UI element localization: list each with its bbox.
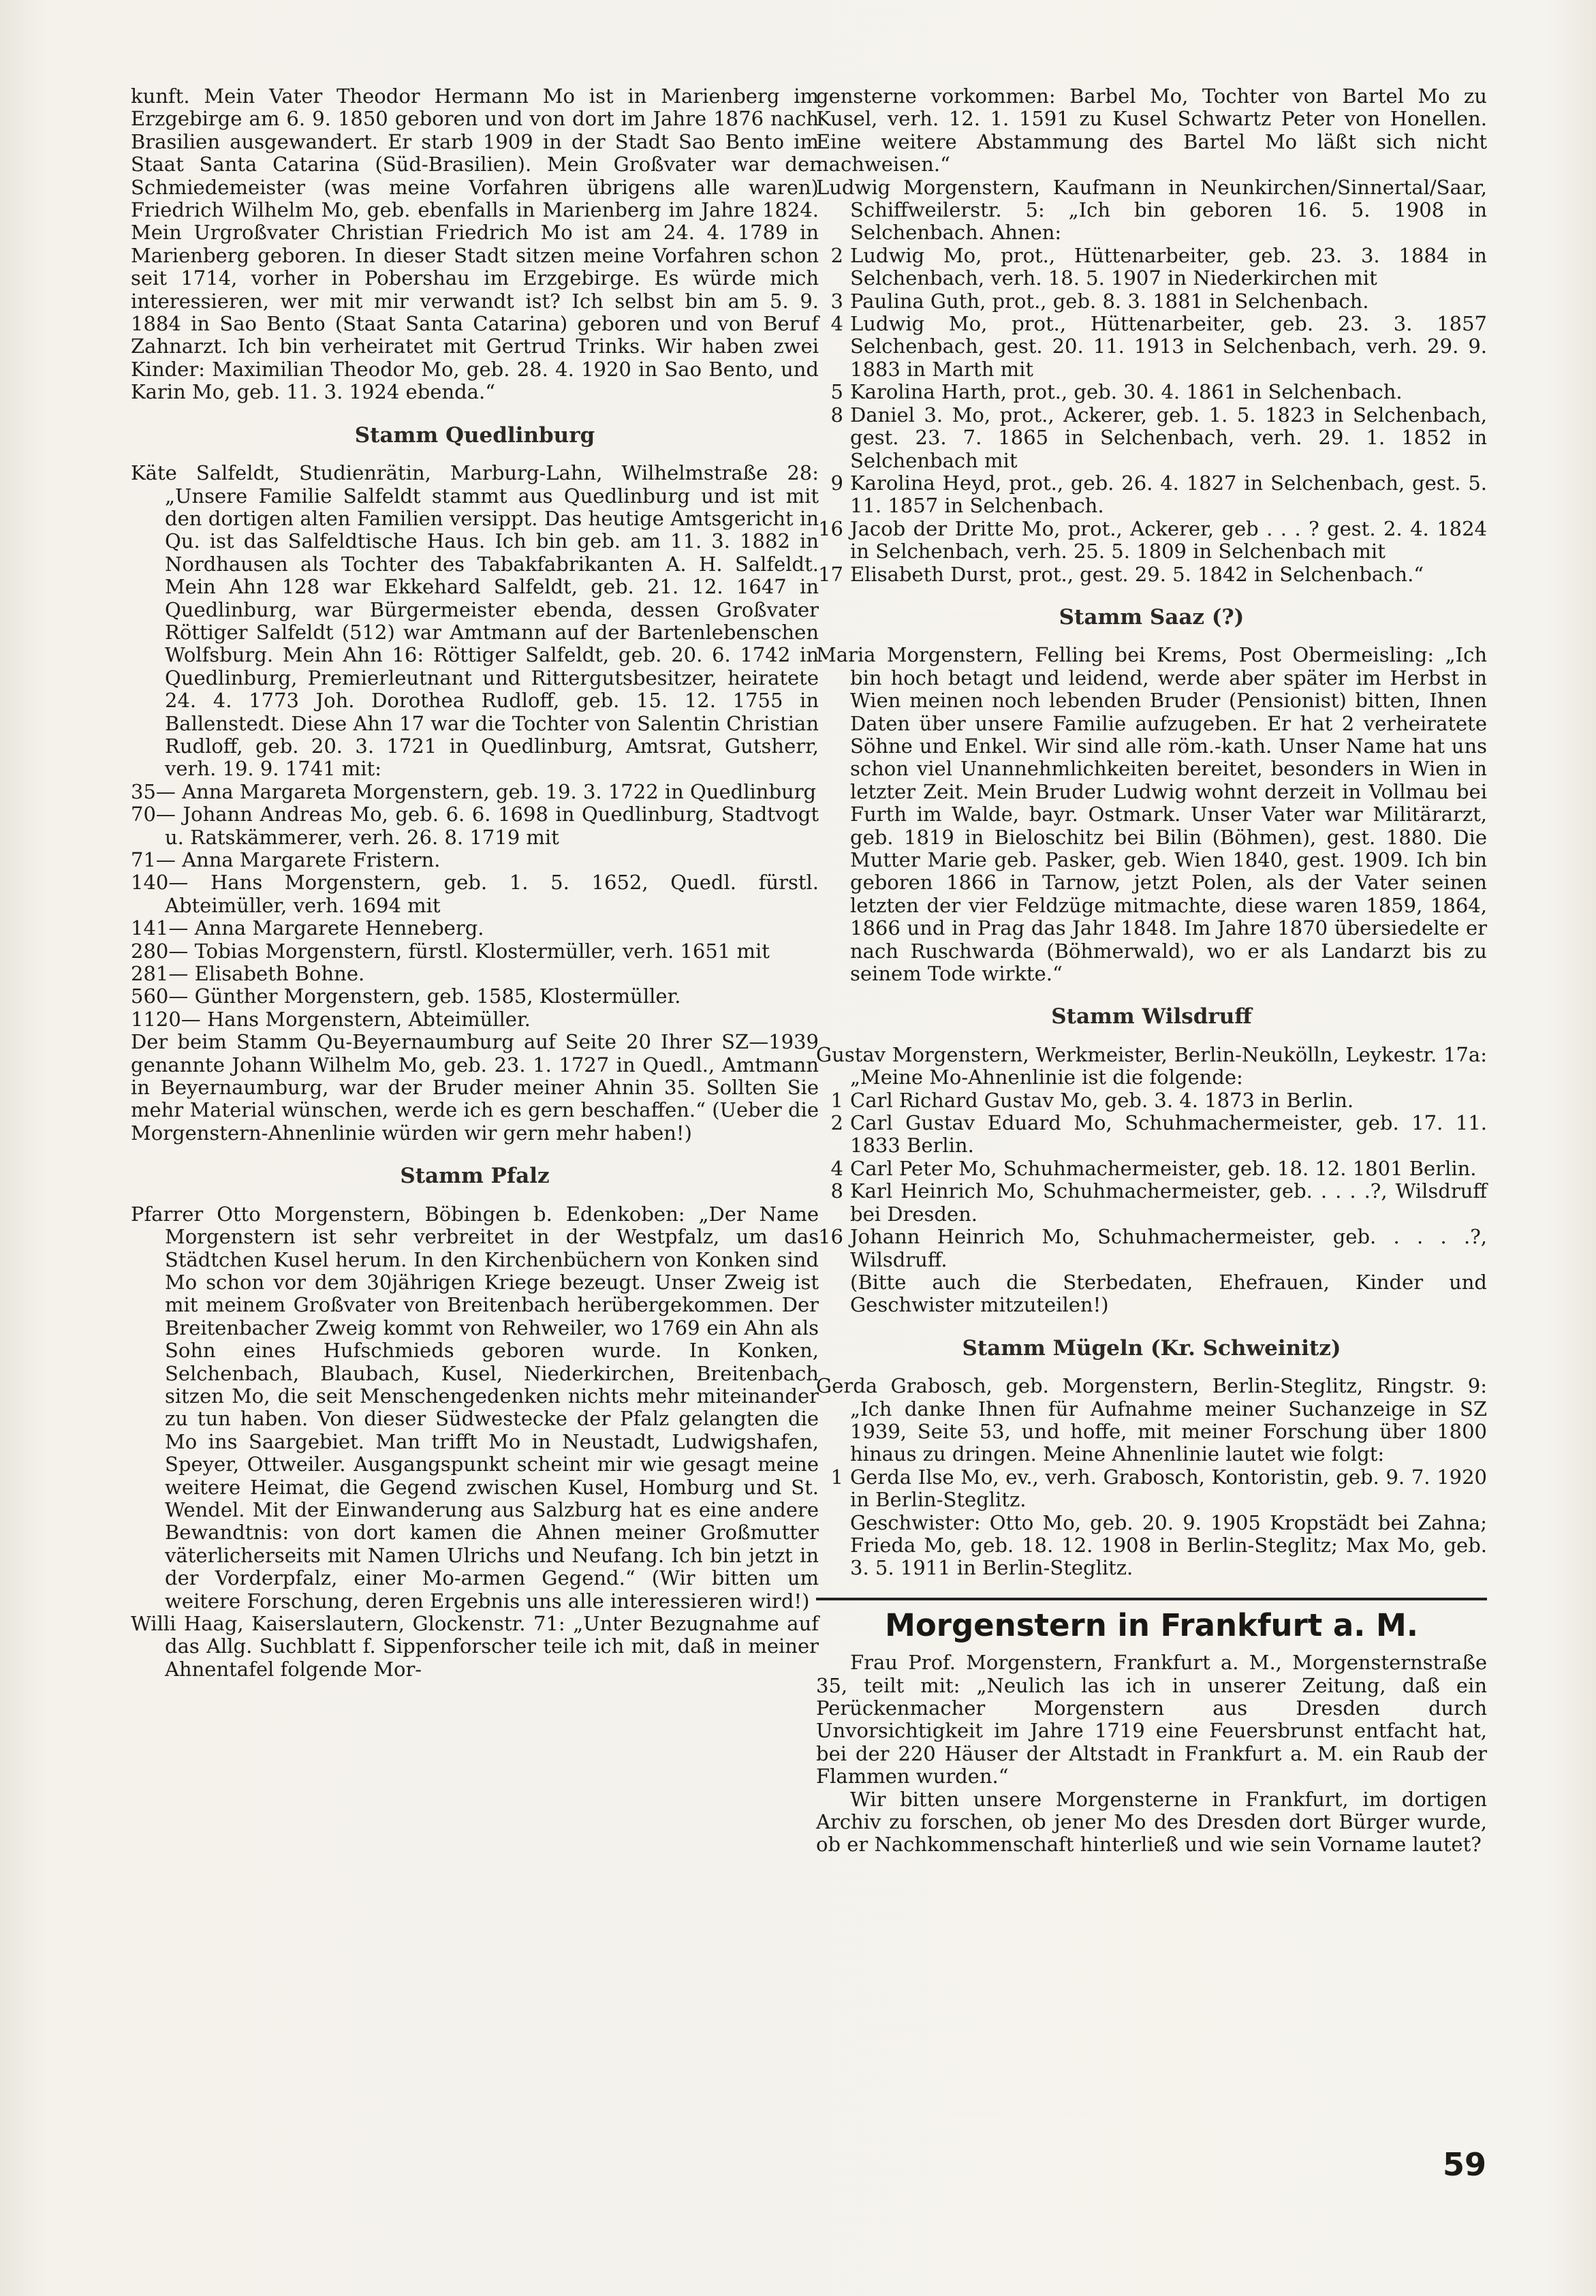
- section-heading-saaz: Stamm Saaz (?): [1059, 604, 1245, 630]
- wilsdruff-ancestor-list: [816, 1089, 1487, 1317]
- section-heading-pfalz: Stamm Pfalz: [400, 1164, 550, 1189]
- list-item: 70— Johann Andreas Mo, geb. 6. 6. 1698 in Quedlinburg, Stadtvogt u. Ratskämmerer, verh. 26. 8. 1719 mit: [131, 803, 819, 849]
- section-heading-quedlinburg: Stamm Quedlinburg: [354, 422, 595, 448]
- list-item: 8 Karl Heinrich Mo, Schuhmachermeister, geb. . . . .?, Wilsdruff bei Dresden.: [830, 1179, 1487, 1226]
- mugeln-paragraph: Gerda Grabosch, geb. Morgenstern, Berlin-Steglitz, Ringstr. 9: „Ich danke Ihnen für Aufnahme meiner Suchanzeige in SZ 1939, Seite 53, und hoffe, mit meiner Forschung über 1800 hinaus zu dringen. Meine Ahnenlinie lautet wie folgt:: [816, 1374, 1487, 1466]
- list-item: 141— Anna Margarete Henneberg.: [131, 916, 484, 940]
- frankfurt-request: Wir bitten unsere Morgensterne in Frankfurt, im dortigen Archiv zu forschen, ob jener Mo des Dresden dort Bürger wurde, ob er Nachkommenschaft hinterließ und wie sein Vorname lautet?: [816, 1787, 1487, 1857]
- list-item: 281— Elisabeth Bohne.: [131, 962, 365, 986]
- list-item: 8 Daniel 3. Mo, prot., Ackerer, geb. 1. 5. 1823 in Selchenbach, gest. 23. 7. 1865 in Selchenbach, verh. 29. 1. 1852 in Selchenbach mit: [830, 403, 1487, 472]
- quedlinburg-ancestor-list: [131, 781, 819, 1031]
- haag-continuation: gensterne vorkommen: Barbel Mo, Tochter von Bartel Mo zu Kusel, verh. 12. 1. 1591 zu Kusel Schwartz Peter von Honellen. Eine weitere Abstammung des Bartel Mo läßt sich nicht nachweisen.“: [816, 84, 1487, 176]
- list-item: 35— Anna Margareta Morgenstern, geb. 19. 3. 1722 in Quedlinburg: [131, 779, 817, 803]
- list-item: 1 Gerda Ilse Mo, ev., verh. Grabosch, Kontoristin, geb. 9. 7. 1920 in Berlin-Steglitz.: [830, 1465, 1487, 1512]
- list-item: 1 Carl Richard Gustav Mo, geb. 3. 4. 1873 in Berlin.: [830, 1088, 1354, 1112]
- ludwig-paragraph: Ludwig Morgenstern, Kaufmann in Neunkirchen/Sinnertal/Saar, Schiffweilerstr. 5: „Ich bin geboren 16. 5. 1908 in Selchenbach. Ahnen:: [816, 175, 1487, 245]
- list-item: 5 Karolina Harth, prot., geb. 30. 4. 1861 in Selchenbach.: [830, 380, 1403, 404]
- list-item: 280— Tobias Morgenstern, fürstl. Klostermüller, verh. 1651 mit: [131, 939, 770, 963]
- frankfurt-paragraph: Frau Prof. Morgenstern, Frankfurt a. M., Morgensternstraße 35, teilt mit: „Neulich las ich in unserer Zeitung, daß ein Perückenmacher Morgenstern aus Dresden durch Unvorsichtigkeit im Jahre 1719 eine Feuersbrunst entfacht hat, bei der 220 Häuser der Altstadt in Frankfurt a. M. ein Raub der Flammen wurden.“: [816, 1651, 1487, 1788]
- ludwig-ancestor-list: [816, 245, 1487, 586]
- list-item: 1120— Hans Morgenstern, Abteimüller.: [131, 1007, 531, 1031]
- list-item: 560— Günther Morgenstern, geb. 1585, Klostermüller.: [131, 984, 681, 1008]
- list-item: 3 Paulina Guth, prot., geb. 8. 3. 1881 in Selchenbach.: [830, 289, 1369, 313]
- pfalz-paragraph: Pfarrer Otto Morgenstern, Böbingen b. Edenkoben: „Der Name Morgenstern ist sehr verbreitet in der Westpfalz, um das Städtchen Kusel herum. In den Kirchenbüchern von Konken sind Mo schon vor dem 30jährigen Kriege bezeugt. Unser Zweig ist mit meinem Großvater von Breitenbach herübergekommen. Der Breitenbacher Zweig kommt von Rehweiler, wo 1769 ein Ahn als Sohn eines Hufschmieds geboren wurde. In Konken, Selchenbach, Blaubach, Kusel, Niederkirchen, Breitenbach sitzen Mo, die seit Menschengedenken nichts mehr miteinander zu tun haben. Von dieser Südwestecke der Pfalz gelangten die Mo ins Saargebiet. Man trifft Mo in Neustadt, Ludwigshafen, Speyer, Ottweiler. Ausgangspunkt scheint mir wie gesagt meine weitere Heimat, die Gegend zwischen Kusel, Homburg und St. Wendel. Mit der Einwanderung aus Salzburg hat es eine andere Bewandtnis: von dort kamen die Ahnen meiner Großmutter väterlicherseits mit Namen Ulrichs und Neufang. Ich bin jetzt in der Vorderpfalz, einer Mo-armen Gegend.“ (Wir bitten um weitere Forschung, deren Ergebnis uns alle interessieren wird!): [131, 1202, 819, 1613]
- haag-paragraph: Willi Haag, Kaiserslautern, Glockenstr. 71: „Unter Bezugnahme auf das Allg. Suchblatt f. Sippenforscher teile ich mit, daß in meiner Ahnentafel folgende Mor-: [131, 1612, 819, 1681]
- saaz-paragraph: Maria Morgenstern, Felling bei Krems, Post Obermeisling: „Ich bin hoch betagt und leidend, werde aber später im Herbst in Wien meinen noch lebenden Bruder (Pensionist) bitten, Ihnen Daten über unsere Familie aufzugeben. Er hat 2 verheiratete Söhne und Enkel. Wir sind alle röm.-kath. Unser Name hat uns schon viel Unannehmlichkeiten bereitet, besonders in Wien in letzter Zeit. Mein Bruder Ludwig wohnt derzeit in Vollmau bei Furth im Walde, bayr. Ostmark. Unser Vater war Militärarzt, geb. 1819 in Bieloschitz bei Bilin (Böhmen), gest. 1880. Die Mutter Marie geb. Pasker, geb. Wien 1840, gest. 1909. Ich bin geboren 1866 in Tarnow, jetzt Polen, als der Vater seinen letzten der vier Feldzüge mitmachte, diese waren 1859, 1864, 1866 und in Prag das Jahr 1848. Im Jahre 1870 übersiedelte er nach Ruschwarda (Böhmerwald), wo er als Landarzt bis zu seinem Tode wirkte.“: [816, 643, 1487, 986]
- intro-paragraph: kunft. Mein Vater Theodor Hermann Mo ist in Marienberg im Erzgebirge am 6. 9. 1850 geboren und von dort im Jahre 1876 nach Brasilien ausgewandert. Er starb 1909 in der Stadt Sao Bento im Staat Santa Catarina (Süd-Brasilien). Mein Großvater war der Schmiedemeister (was meine Vorfahren übrigens alle waren) Friedrich Wilhelm Mo, geb. ebenfalls in Marienberg im Jahre 1824. Mein Urgroßvater Christian Friedrich Mo ist am 24. 4. 1789 in Marienberg geboren. In dieser Stadt sitzen meine Vorfahren schon seit 1714, vorher in Pobershau im Erzgebirge. Es würde mich interessieren, wer mit mir verwandt ist? Ich selbst bin am 5. 9. 1884 in Sao Bento (Staat Santa Catarina) geboren und von Beruf Zahnarzt. Ich bin verheiratet mit Gertrud Trinks. Wir haben zwei Kinder: Maximilian Theodor Mo, geb. 28. 4. 1920 in Sao Bento, und Karin Mo, geb. 11. 3. 1924 ebenda.“: [131, 84, 819, 404]
- section-heading-frankfurt: Morgenstern in Frankfurt a. M.: [885, 1607, 1418, 1643]
- list-item: 9 Karolina Heyd, prot., geb. 26. 4. 1827 in Selchenbach, gest. 5. 11. 1857 in Selchenbach.: [830, 471, 1487, 518]
- list-item: 71— Anna Margarete Fristern.: [131, 848, 441, 871]
- mugeln-ancestor-list: [816, 1466, 1487, 1580]
- page-number: 59: [1443, 2146, 1487, 2183]
- list-item: 16 Jacob der Dritte Mo, prot., Ackerer, geb . . . ? gest. 2. 4. 1824 in Selchenbach, verh. 25. 5. 1809 in Selchenbach mit: [818, 516, 1487, 563]
- left-column: [131, 85, 819, 1681]
- list-item: Geschwister: Otto Mo, geb. 20. 9. 1905 Kropstädt bei Zahna; Frieda Mo, geb. 18. 12. 1908 in Berlin-Steglitz; Max Mo, geb. 3. 5. 1911 in Berlin-Steglitz.: [850, 1510, 1487, 1580]
- list-item: 4 Carl Peter Mo, Schuhmachermeister, geb. 18. 12. 1801 Berlin.: [830, 1156, 1477, 1180]
- quedlinburg-closing: Der beim Stamm Qu-Beyernaumburg auf Seite 20 Ihrer SZ—1939 genannte Johann Wilhelm Mo, geb. 23. 1. 1727 in Quedl., Amtmann in Beyernaumburg, war der Bruder meiner Ahnin 35. Sollten Sie mehr Material wünschen, werde ich es gern beschaffen.“ (Ueber die Morgenstern-Ahnenlinie würden wir gern mehr haben!): [131, 1030, 819, 1145]
- wilsdruff-paragraph: Gustav Morgenstern, Werkmeister, Berlin-Neukölln, Leykestr. 17a: „Meine Mo-Ahnenlinie ist die folgende:: [816, 1042, 1487, 1089]
- section-heading-wilsdruff: Stamm Wilsdruff: [1051, 1004, 1252, 1029]
- list-item: 4 Ludwig Mo, prot., Hüttenarbeiter, geb. 23. 3. 1857 Selchenbach, gest. 20. 11. 1913 in Selchenbach, verh. 29. 9. 1883 in Marth mit: [830, 312, 1487, 381]
- list-item: 2 Carl Gustav Eduard Mo, Schuhmachermeister, geb. 17. 11. 1833 Berlin.: [830, 1111, 1487, 1158]
- quedlinburg-paragraph: Käte Salfeldt, Studienrätin, Marburg-Lahn, Wilhelmstraße 28: „Unsere Familie Salfeldt stammt aus Quedlinburg und ist mit den dortigen alten Familien versippt. Das heutige Amtsgericht in Qu. ist das Salfeldtische Haus. Ich bin geb. am 11. 3. 1882 in Nordhausen als Tochter des Tabakfabrikanten A. H. Salfeldt. Mein Ahn 128 war Ekkehard Salfeldt, geb. 21. 12. 1647 in Quedlinburg, war Bürgermeister ebenda, dessen Großvater Röttiger Salfeldt (512) war Amtmann auf der Bartenlebenschen Wolfsburg. Mein Ahn 16: Röttiger Salfeldt, geb. 20. 6. 1742 in Quedlinburg, Premierleutnant und Rittergutsbesitzer, heiratete 24. 4. 1773 Joh. Dorothea Rudloff, geb. 15. 12. 1755 in Ballenstedt. Diese Ahn 17 war die Tochter von Salentin Christian Rudloff, geb. 20. 3. 1721 in Quedlinburg, Amtsrat, Gutsherr, verh. 19. 9. 1741 mit:: [131, 461, 819, 781]
- list-item: (Bitte auch die Sterbedaten, Ehefrauen, Kinder und Geschwister mitzuteilen!): [850, 1270, 1487, 1317]
- list-item: 2 Ludwig Mo, prot., Hüttenarbeiter, geb. 23. 3. 1884 in Selchenbach, verh. 18. 5. 1907 in Niederkirchen mit: [830, 243, 1487, 290]
- list-item: 16 Johann Heinrich Mo, Schuhmachermeister, geb. . . . .?, Wilsdruff.: [818, 1225, 1487, 1271]
- right-column: [816, 85, 1487, 1857]
- list-item: 140— Hans Morgenstern, geb. 1. 5. 1652, Quedl. fürstl. Abteimüller, verh. 1694 mit: [131, 871, 819, 917]
- section-heading-mugeln: Stamm Mügeln (Kr. Schweinitz): [962, 1335, 1341, 1361]
- section-divider: [816, 1598, 1487, 1600]
- list-item: 17 Elisabeth Durst, prot., gest. 29. 5. 1842 in Selchenbach.“: [818, 562, 1424, 586]
